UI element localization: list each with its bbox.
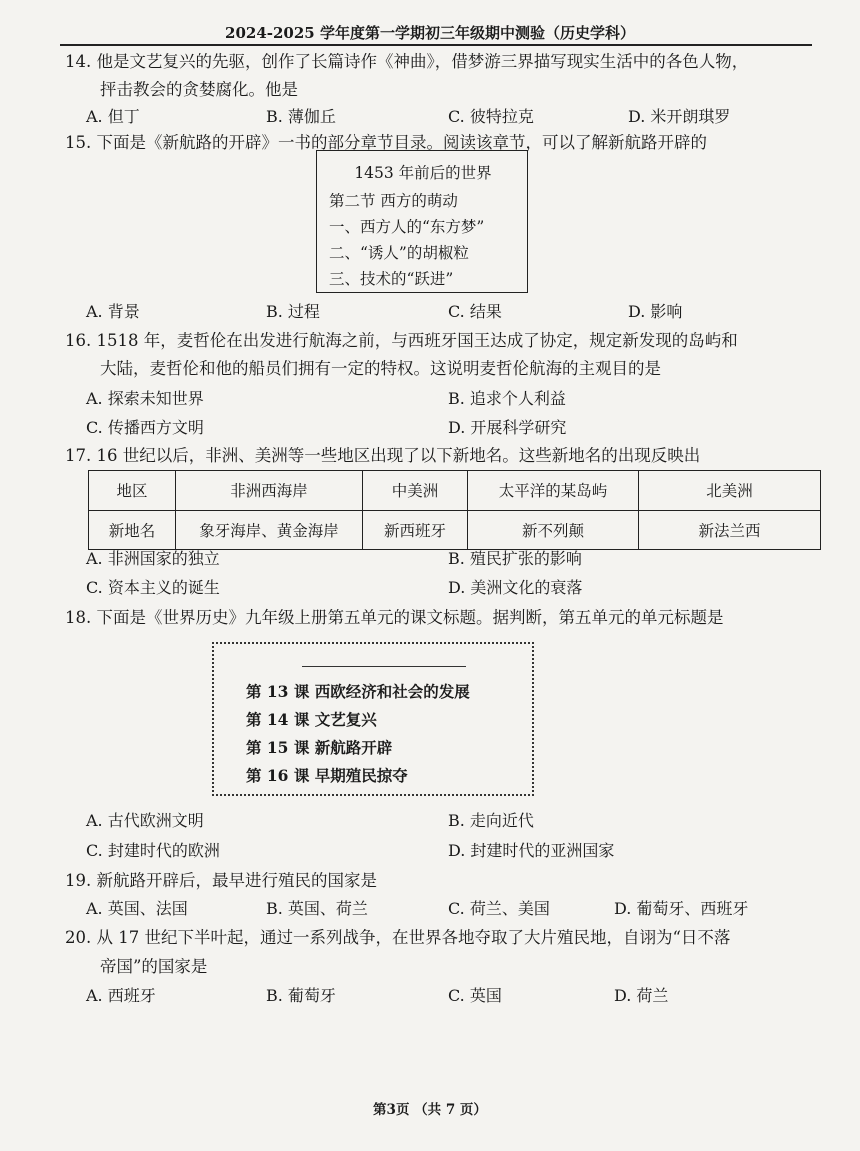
table-cell: 新西班牙: [363, 510, 468, 550]
q18-option-d: D. 封建时代的亚洲国家: [448, 841, 615, 860]
q19-stem: 19. 新航路开辟后，最早进行殖民的国家是: [65, 871, 377, 890]
q15-stem: 15. 下面是《新航路的开辟》一书的部分章节目录。阅读该章节，可以了解新航路开辟的: [65, 133, 707, 152]
q15-box-line: 三、技术的“跃进”: [329, 270, 454, 288]
table-cell: 中美洲: [363, 471, 468, 511]
q17-stem: 17. 16 世纪以后，非洲、美洲等一些地区出现了以下新地名。这些新地名的出现反映出: [65, 446, 701, 465]
table-cell: 新不列颠: [468, 510, 639, 550]
q18-lesson-title: 第 13 课 西欧经济和社会的发展: [246, 682, 470, 701]
table-cell: 新地名: [89, 510, 176, 550]
q14-stem: 14. 他是文艺复兴的先驱，创作了长篇诗作《神曲》，借梦游三界描写现实生活中的各色人物，: [65, 52, 749, 71]
q17-option-b: B. 殖民扩张的影响: [448, 549, 582, 568]
q16-stem: 16. 1518 年，麦哲伦在出发进行航海之前，与西班牙国王达成了协定，规定新发现的岛屿和: [65, 331, 738, 350]
q20-option-b: B. 葡萄牙: [266, 986, 336, 1005]
table-cell: 非洲西海岸: [176, 471, 363, 511]
q18-option-a: A. 古代欧洲文明: [86, 811, 204, 830]
q17-option-c: C. 资本主义的诞生: [86, 578, 220, 597]
q14-option-d: D. 米开朗琪罗: [628, 107, 731, 126]
q18-option-c: C. 封建时代的欧洲: [86, 841, 220, 860]
q15-option-a: A. 背景: [86, 302, 140, 321]
exam-title: 2024-2025 学年度第一学期初三年级期中测验（历史学科）: [225, 24, 635, 42]
q17-option-a: A. 非洲国家的独立: [86, 549, 220, 568]
table-row: [89, 510, 821, 550]
q15-box-line: 一、西方人的“东方梦”: [329, 218, 485, 236]
page-number: 第3页 （共 7 页）: [373, 1102, 487, 1118]
q14-option-a: A. 但丁: [86, 107, 140, 126]
q14-option-b: B. 薄伽丘: [266, 107, 336, 126]
table-cell: 北美洲: [639, 471, 821, 511]
q14-option-c: C. 彼特拉克: [448, 107, 534, 126]
q15-box-title: 1453 年前后的世界: [354, 164, 492, 182]
q15-box-line: 二、“诱人”的胡椒粒: [329, 244, 469, 262]
q15-option-c: C. 结果: [448, 302, 502, 321]
q19-option-a: A. 英国、法国: [86, 899, 188, 918]
q16-option-a: A. 探索未知世界: [86, 389, 204, 408]
q15-option-d: D. 影响: [628, 302, 683, 321]
q19-option-b: B. 英国、荷兰: [266, 899, 368, 918]
table-cell: 新法兰西: [639, 510, 821, 550]
q18-lesson-title: 第 16 课 早期殖民掠夺: [246, 766, 408, 785]
header-divider: [60, 44, 812, 46]
q15-option-b: B. 过程: [266, 302, 320, 321]
table-cell: 象牙海岸、黄金海岸: [176, 510, 363, 550]
q16-option-b: B. 追求个人利益: [448, 389, 566, 408]
q14-stem-cont: 抨击教会的贪婪腐化。他是: [100, 80, 298, 99]
q20-stem: 20. 从 17 世纪下半叶起，通过一系列战争，在世界各地夺取了大片殖民地，自诩为“日不落: [65, 928, 731, 947]
q16-stem-cont: 大陆，麦哲伦和他的船员们拥有一定的特权。这说明麦哲伦航海的主观目的是: [100, 359, 661, 378]
q19-option-d: D. 葡萄牙、西班牙: [614, 899, 749, 918]
q20-stem-cont: 帝国”的国家是: [100, 957, 208, 976]
q18-lesson-title: 第 15 课 新航路开辟: [246, 738, 393, 757]
q18-lesson-box: [212, 642, 534, 796]
q17-place-name-table: [88, 470, 821, 550]
q18-lesson-title: 第 14 课 文艺复兴: [246, 710, 377, 729]
table-row: [89, 471, 821, 511]
q16-option-c: C. 传播西方文明: [86, 418, 204, 437]
table-cell: 地区: [89, 471, 176, 511]
q15-box-line: 第二节 西方的萌动: [329, 192, 458, 210]
q20-option-d: D. 荷兰: [614, 986, 669, 1005]
q19-option-c: C. 荷兰、美国: [448, 899, 550, 918]
table-cell: 太平洋的某岛屿: [468, 471, 639, 511]
q15-contents-box: [316, 150, 528, 293]
q20-option-c: C. 英国: [448, 986, 502, 1005]
q17-option-d: D. 美洲文化的衰落: [448, 578, 583, 597]
q20-option-a: A. 西班牙: [86, 986, 156, 1005]
q18-option-b: B. 走向近代: [448, 811, 534, 830]
unit-title-blank: [302, 666, 466, 667]
q18-stem: 18. 下面是《世界历史》九年级上册第五单元的课文标题。据判断，第五单元的单元标题是: [65, 608, 724, 627]
q16-option-d: D. 开展科学研究: [448, 418, 567, 437]
